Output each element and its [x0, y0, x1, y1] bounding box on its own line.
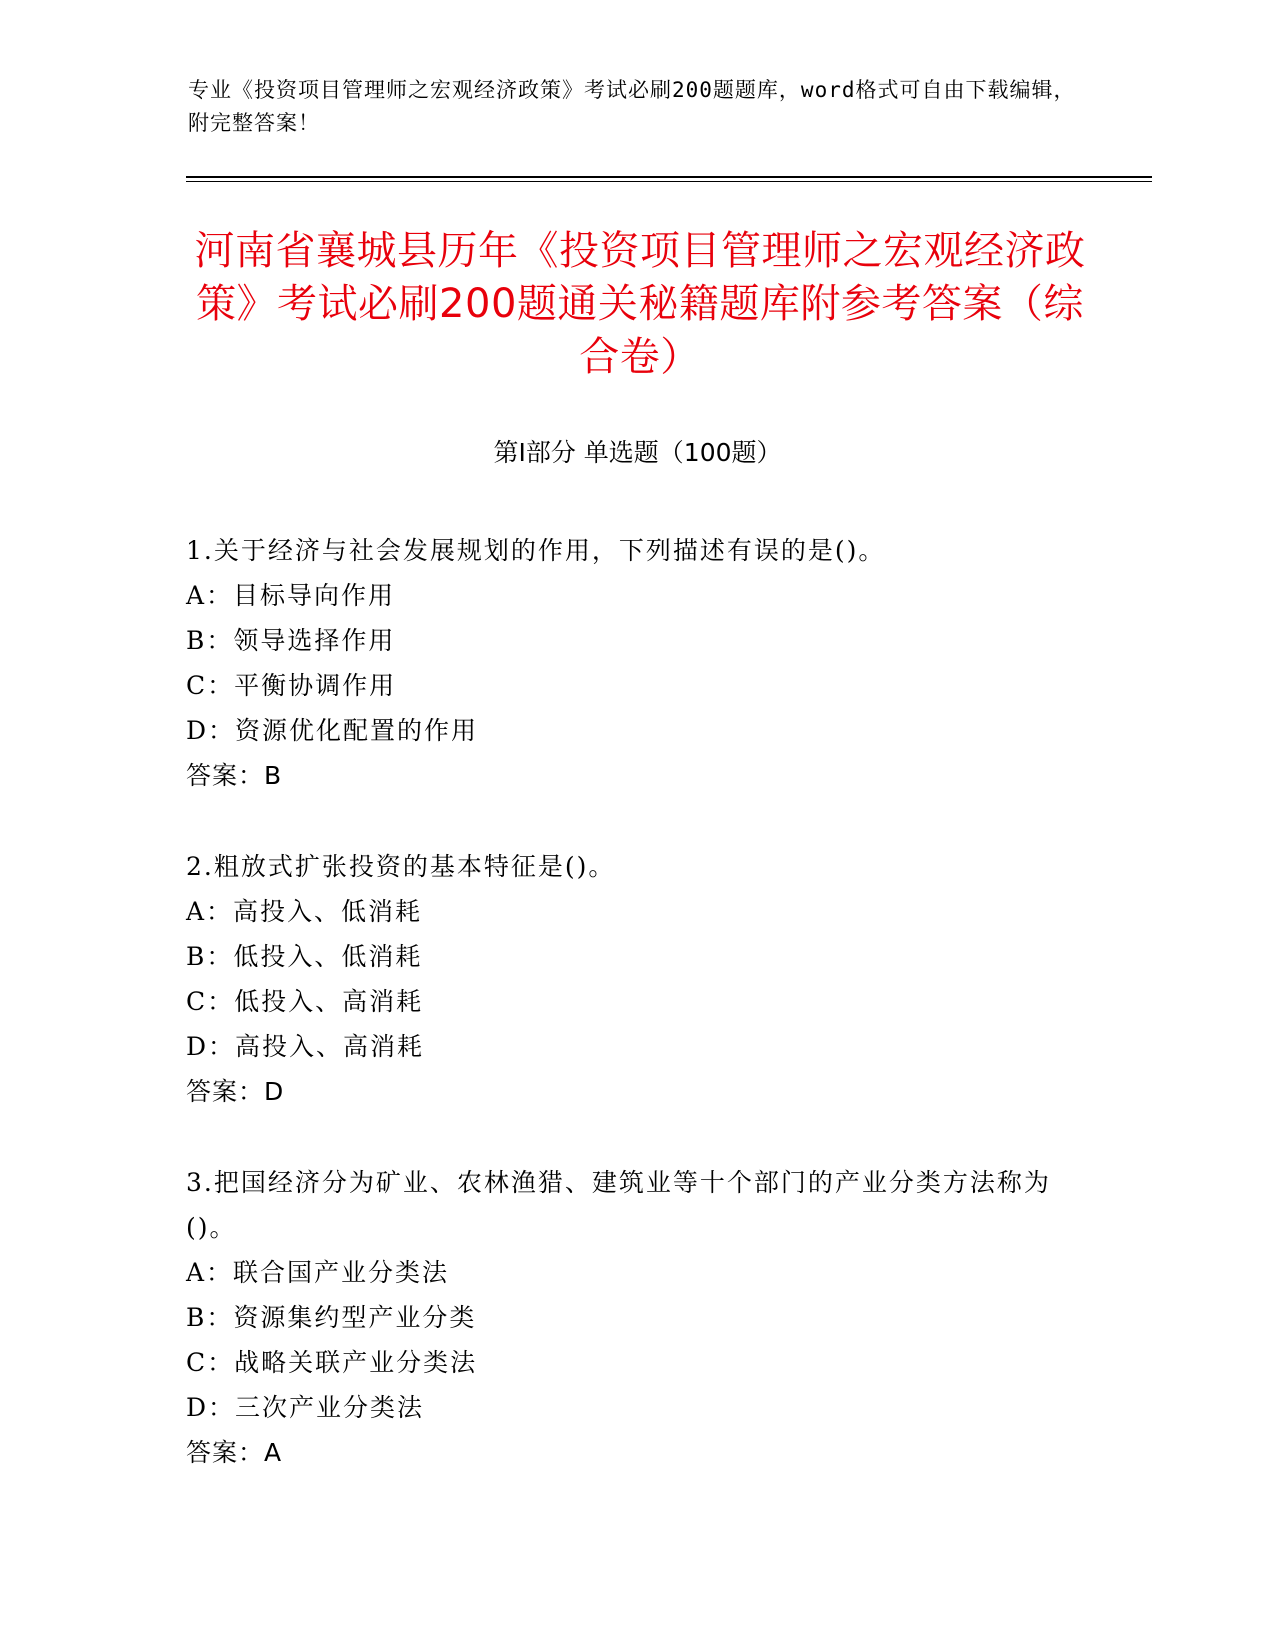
question-answer: 答案：D — [186, 1077, 285, 1106]
header-note: 专业《投资项目管理师之宏观经济政策》考试必刷200题题库，word格式可自由下载编辑，附完整答案！ — [188, 78, 1076, 135]
question-stem: 2.粗放式扩张投资的基本特征是()。 — [186, 852, 616, 881]
question-option: D：三次产业分类法 — [186, 1393, 425, 1422]
question-option: C：平衡协调作用 — [186, 671, 397, 700]
question-option: A：目标导向作用 — [186, 581, 396, 610]
question-answer: 答案：B — [186, 761, 283, 790]
question-item — [186, 1160, 1066, 1475]
question-option: A：联合国产业分类法 — [186, 1258, 450, 1287]
header-divider-thin — [186, 181, 1152, 182]
question-answer: 答案：A — [186, 1438, 283, 1467]
document-title: 河南省襄城县历年《投资项目管理师之宏观经济政策》考试必刷200题通关秘籍题库附参考答案（综合卷） — [194, 228, 1086, 380]
question-stem: 1.关于经济与社会发展规划的作用，下列描述有误的是()。 — [186, 536, 886, 565]
section-title: 第Ⅰ部分 单选题（100题） — [493, 438, 782, 467]
header-divider-thick — [186, 176, 1152, 178]
question-option: C：战略关联产业分类法 — [186, 1348, 478, 1377]
question-option: B：领导选择作用 — [186, 626, 396, 655]
question-item — [186, 528, 1066, 798]
question-option: D：资源优化配置的作用 — [186, 716, 479, 745]
question-option: B：资源集约型产业分类 — [186, 1303, 477, 1332]
question-option: A：高投入、低消耗 — [186, 897, 423, 926]
question-stem: 3.把国经济分为矿业、农林渔猎、建筑业等十个部门的产业分类方法称为()。 — [186, 1168, 1051, 1242]
question-list — [186, 528, 1066, 1475]
question-option: D：高投入、高消耗 — [186, 1032, 425, 1061]
question-option: B：低投入、低消耗 — [186, 942, 423, 971]
question-option: C：低投入、高消耗 — [186, 987, 424, 1016]
question-item — [186, 844, 1066, 1114]
